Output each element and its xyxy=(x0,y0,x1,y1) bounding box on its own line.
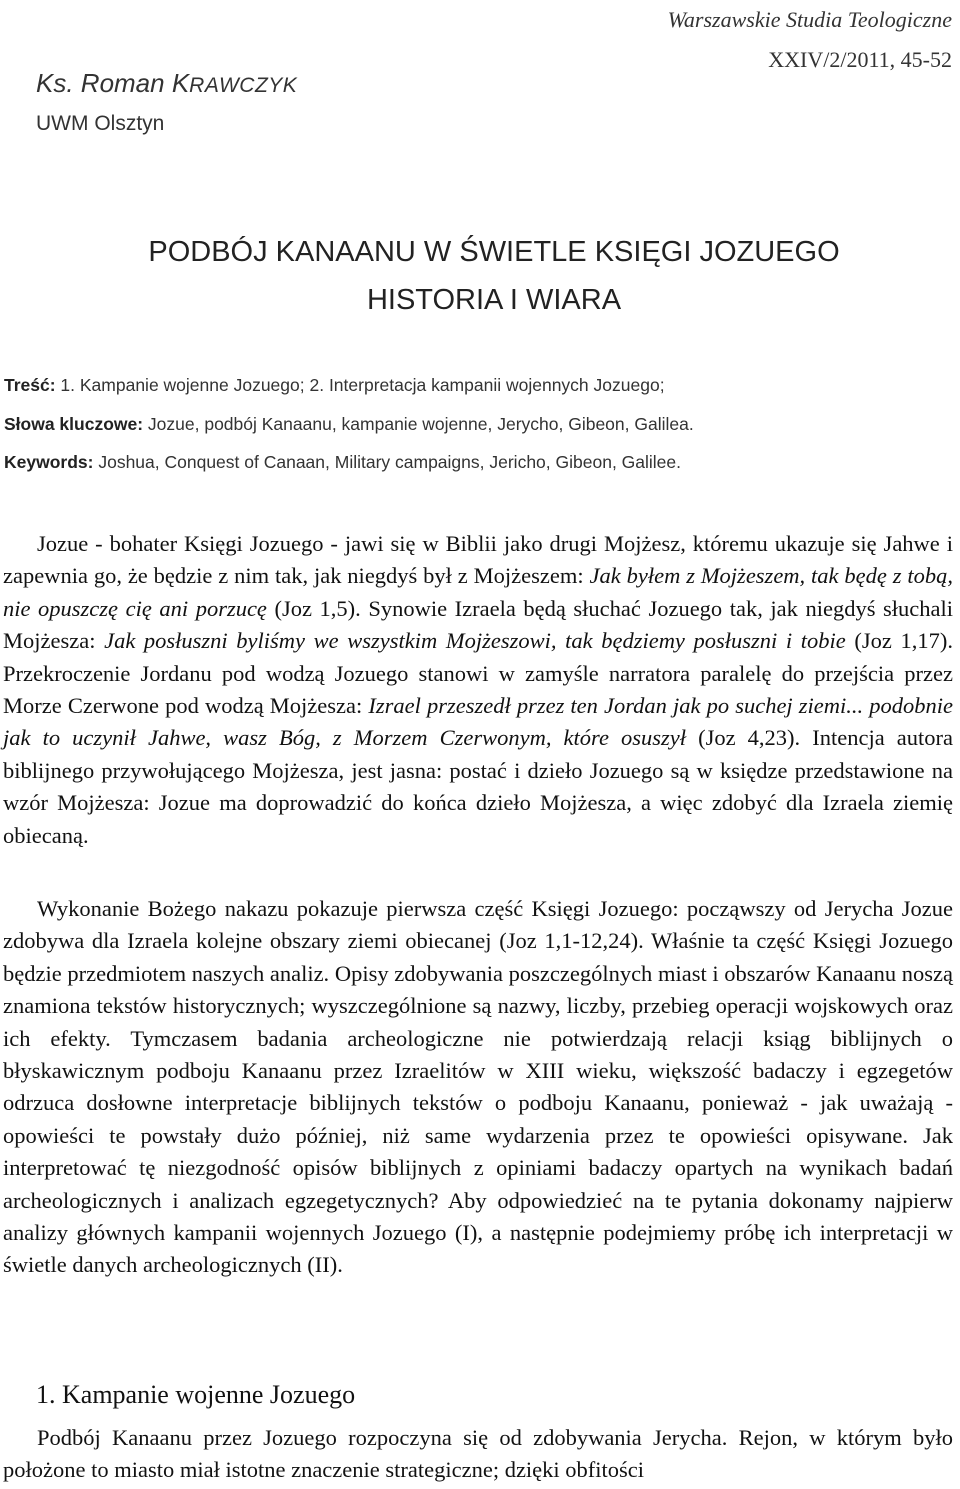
p1-text-2: (Joz 1,5). Synowie Izraela będą słuchać Jozuego tak, jak niegdyś słuchali Mojżesza: xyxy=(3,595,953,654)
keywords-pl-line xyxy=(4,414,694,435)
author-name xyxy=(36,68,297,99)
journal-name: Warszawskie Studia Teologiczne xyxy=(667,7,952,32)
journal-header xyxy=(668,0,952,80)
keywords-pl-text: Jozue, podbój Kanaanu, kampanie wojenne, Jerycho, Gibeon, Galilea. xyxy=(143,414,694,434)
contents-line xyxy=(4,375,665,396)
keywords-en-line xyxy=(4,452,681,473)
author-surname-rest: RAWCZYK xyxy=(189,74,298,97)
p1-text-4: (Joz 4,23). Intencja autora biblijnego przywołującego Mojżesza, jest jasna: postać i dzieło Jozuego są w księdze przedstawione na wzór Mojżesza: Jozue ma doprowadzić do końca dzieło Mojżesza, a więc zdobyć dla Izraela ziemię obiecaną. xyxy=(3,725,953,848)
author-prefix: Ks. Roman K xyxy=(36,68,190,98)
body-paragraph-2: Wykonanie Bożego nakazu pokazuje pierwsza część Księgi Jozuego: począwszy od Jerycha Jozue zdobywa dla Izraela kolejne obszary ziemi obiecanej (Joz 1,1-12,24). Właśnie ta część Księgi Jozuego będzie przedmiotem naszych analiz. Opisy zdobywania poszczególnych miast i obszarów Kanaanu noszą znamiona tekstów historycznych; wyszczególnione są nazwy, liczby, przebieg operacji wojskowych oraz ich efekty. Tymczasem badania archeologiczne nie potwierdzają relacji ksiąg biblijnych o błyskawicznym podboju Kanaanu przez Izraelitów w XIII wieku, większość badaczy i egzegetów odrzuca dosłowne interpretacje biblijnych tekstów o podboju Kanaanu, ponieważ - jak uważają - opowieści te powstały dużo później, niż same wydarzenia przez te opowieści opisywane. Jak interpretować tę niezgodność opisów biblijnych z opiniami badaczy opartych na wynikach badań archeologicznych i analizach egzegetycznych? Aby odpowiedzieć na te pytania dokonamy najpierw analizy głównych kampanii wojennych Jozuego (I), a następnie podejmiemy próbę ich interpretacji w świetle danych archeologicznych (II). xyxy=(3,896,953,1278)
article-title-line-2: HISTORIA I WIARA xyxy=(366,284,622,316)
p1-quote-3: Izrael przeszedł przez ten Jordan jak po suchej ziemi... podobnie jak to uczynił Jahwe, wasz Bóg, z Morzem Czerwonym, które osuszył xyxy=(3,693,953,751)
author-affiliation: UWM Olsztyn xyxy=(36,112,165,135)
journal-issue: XXIV/2/2011, 45-52 xyxy=(768,47,952,72)
keywords-en-label: Keywords: xyxy=(4,452,94,472)
p1-text-1: Jozue - bohater Księgi Jozuego - jawi się w Biblii jako drugi Mojżesz, któremu ukazuje się Jahwe i zapewnia go, że będzie z nim tak, jak niegdyś był z Mojżeszem: xyxy=(3,531,953,589)
p1-quote-1: Jak byłem z Mojżeszem, tak będę z tobą, nie opuszczę cię ani porzucę xyxy=(3,563,954,621)
keywords-en-text: Joshua, Conquest of Canaan, Military campaigns, Jericho, Gibeon, Galilee. xyxy=(93,452,682,472)
keywords-pl-label: Słowa kluczowe: xyxy=(4,414,144,434)
body-paragraph-1 xyxy=(3,528,953,852)
body-paragraph-3: Podbój Kanaanu przez Jozuego rozpoczyna się od zdobywania Jerycha. Rejon, w którym było położone to miasto miał istotne znaczenie strategiczne; dzięki obfitości xyxy=(3,1425,953,1483)
contents-label: Treść: xyxy=(4,375,56,395)
article-title-line-1: PODBÓJ KANAANU W ŚWIETLE KSIĘGI JOZUEGO xyxy=(148,236,840,268)
p1-text-3: (Joz 1,17). Przekroczenie Jordanu pod wodzą Jozuego stanowi w zamyśle narratora paralelę do przejścia przez Morze Czerwone pod wodzą Mojżesza: xyxy=(3,628,953,719)
contents-text: 1. Kampanie wojenne Jozuego; 2. Interpretacja kampanii wojennych Jozuego; xyxy=(55,375,665,395)
section-heading: 1. Kampanie wojenne Jozuego xyxy=(36,1380,356,1409)
p1-quote-2: Jak posłuszni byliśmy we wszystkim Mojżeszowi, tak będziemy posłuszni i tobie xyxy=(104,628,846,654)
